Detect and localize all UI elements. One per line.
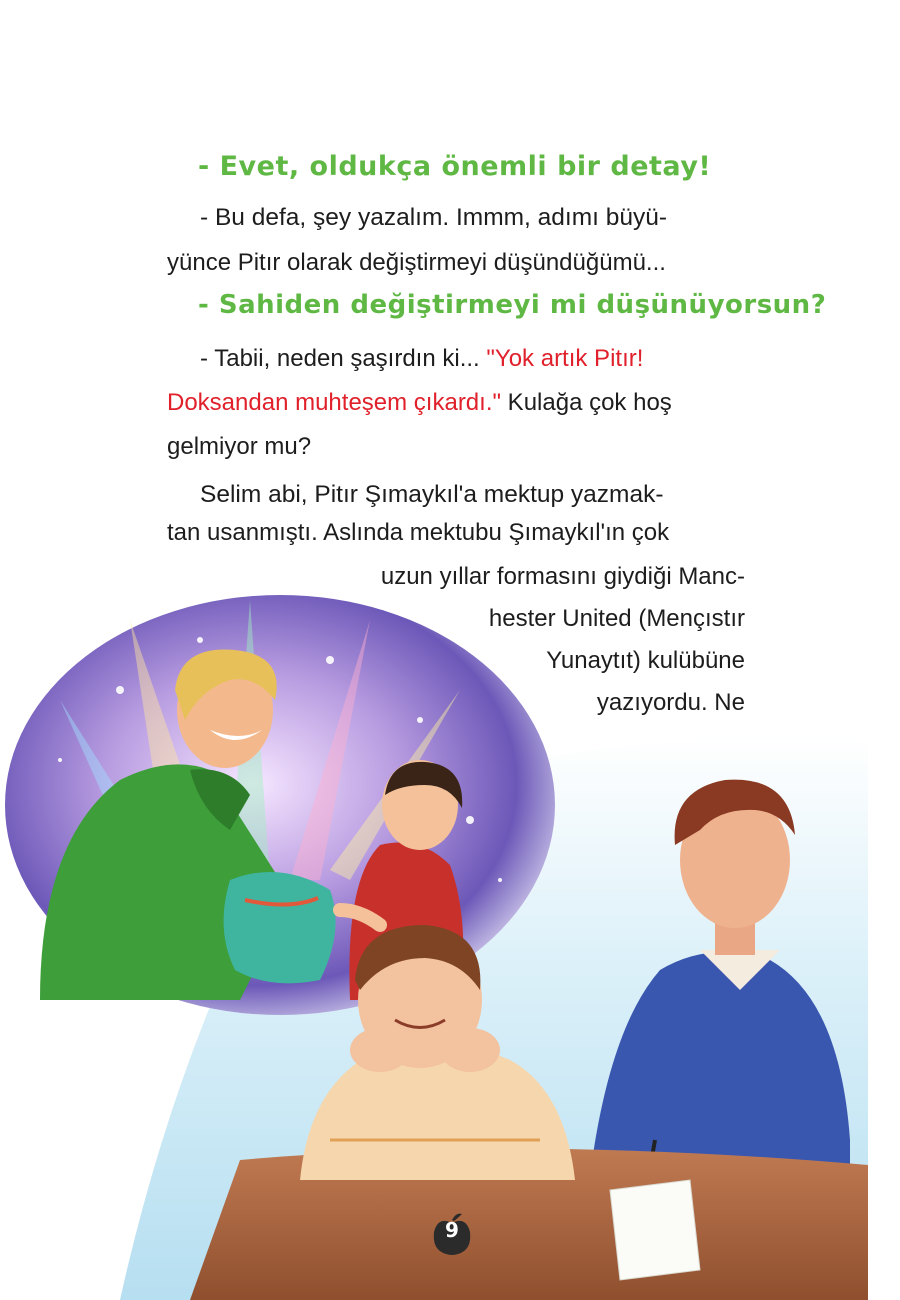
story-illustration <box>0 580 900 1300</box>
dialogue-line-4-text: - Tabii, neden şaşırdın ki... <box>200 345 487 372</box>
quote-part-1: "Yok artık Pitır! <box>486 345 644 372</box>
dialogue-line-5 <box>167 388 672 418</box>
dialogue-line-4 <box>200 344 643 374</box>
dialogue-line-2b: yünce Pitır olarak değiştirmeyi düşündüğümü... <box>167 249 666 276</box>
quote-part-2: Doksandan muhteşem çıkardı." <box>167 389 502 416</box>
narration-line-1: Selim abi, Pitır Şımaykıl'a mektup yazmak- <box>200 481 664 508</box>
dialogue-line-3: - Sahiden değiştirmeyi mi düşünüyorsun? <box>198 290 827 320</box>
page-number: 9 <box>445 1218 459 1242</box>
narration-line-5: Yunaytıt) kulübüne <box>546 647 745 674</box>
dialogue-line-5-text: Kulağa çok hoş <box>501 389 672 416</box>
dialogue-line-1: - Evet, oldukça önemli bir detay! <box>198 151 712 182</box>
narration-line-3: uzun yıllar formasını giydiği Manc- <box>380 563 745 590</box>
narration-line-6: yazıyordu. Ne <box>596 689 745 716</box>
dialogue-line-6: gelmiyor mu? <box>167 433 312 460</box>
narration-line-2: tan usanmıştı. Aslında mektubu Şımaykıl'ın çok <box>167 519 670 546</box>
narration-line-4: hester United (Mençıstır <box>488 605 745 632</box>
dialogue-line-2a: - Bu defa, şey yazalım. Immm, adımı büyü- <box>200 204 668 231</box>
